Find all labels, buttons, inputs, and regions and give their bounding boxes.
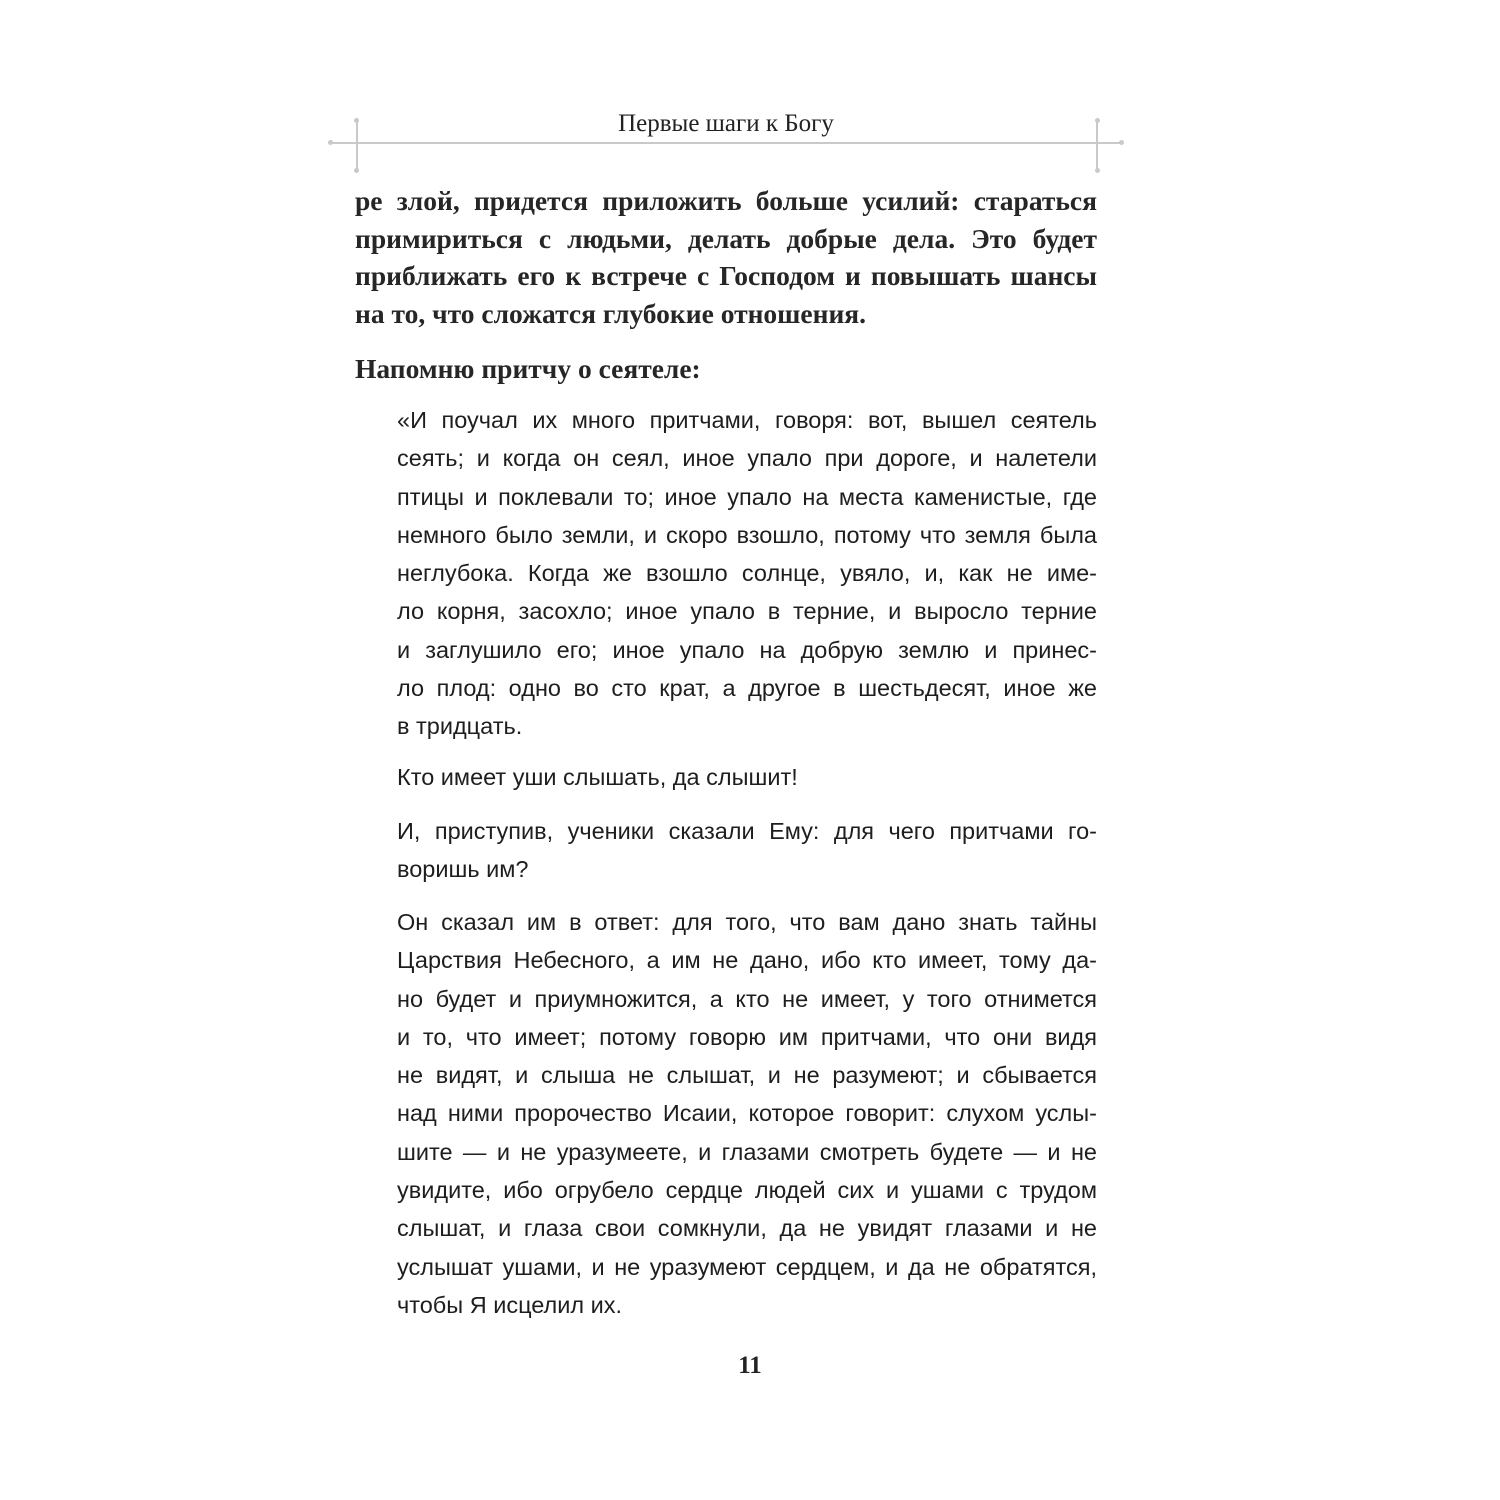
quote-line: неглубока. Когда же взошло солнце, увяло, и, как не име- (397, 560, 1097, 587)
quote-line: увидите, ибо огрубело сердце людей сих и ушами с трудом (397, 1177, 1097, 1204)
quote-line: но будет и приумножится, а кто не имеет, у того отнимется (397, 985, 1097, 1012)
header-rule-left-tick (356, 120, 358, 170)
quote-line: чтобы Я исцелил их. (397, 1291, 623, 1318)
quote-line: и заглушило его; иное упало на добрую землю и принес- (397, 636, 1097, 663)
quote-line: шите — и не уразумеете, и глазами смотреть будете — и не (397, 1138, 1097, 1165)
quote-line: слышат, и глаза свои сомкнули, да не увидят глазами и не (397, 1215, 1097, 1242)
header-rule-ornament-dot (1095, 118, 1100, 123)
quote-line: услышат ушами, и не уразумеют сердцем, и да не обратятся, (397, 1253, 1097, 1280)
quote-line: над ними пророчество Исаии, которое говорит: слухом услы- (397, 1100, 1097, 1127)
quote-paragraph-1 (397, 401, 1097, 746)
header-rule-ornament-dot (354, 168, 359, 173)
quote-line: И, приступив, ученики сказали Ему: для чего притчами го- (397, 818, 1097, 844)
lead-paragraph (355, 350, 1097, 388)
header-rule-ornament-dot (354, 118, 359, 123)
running-title: Первые шаги к Богу (618, 110, 834, 137)
quote-line: ло плод: одно во сто крат, а другое в шестьдесят, иное же (397, 675, 1097, 702)
text-line: Напомню притчу о сеятеле: (355, 353, 701, 384)
quote-line: птицы и поклевали то; иное упало на места каменистые, где (397, 483, 1097, 510)
quote-line: «И поучал их много притчами, говоря: вот, вышел сеятель (397, 407, 1097, 433)
page-number: 11 (738, 1352, 762, 1379)
header-rule (330, 142, 1122, 144)
header-rule-ornament-dot (1095, 168, 1100, 173)
running-header (330, 108, 1122, 178)
quote-line: Кто имеет уши слышать, да слышит! (397, 764, 798, 790)
header-rule-ornament-dot (328, 140, 333, 145)
text-line: примириться с людьми, делать добрые дела. Это будет (355, 222, 1097, 254)
quote-line: и то, что имеет; потому говорю им притчами, что они видя (397, 1023, 1097, 1050)
quote-paragraph-3 (397, 812, 1097, 889)
quote-line: ло корня, засохло; иное упало в терние, и выросло терние (397, 598, 1097, 625)
quote-line: немного было земли, и скоро взошло, потому что земля была (397, 521, 1097, 548)
quote-line: в тридцать. (397, 713, 523, 740)
quote-line: Царствия Небесного, а им не дано, ибо кто имеет, тому да- (397, 947, 1097, 974)
quote-paragraph-2 (397, 758, 1097, 796)
text-line: на то, что сложатся глубокие отношения. (355, 297, 867, 329)
quote-line: не видят, и слыша не слышат, и не разумеют; и сбывается (397, 1062, 1097, 1089)
text-line: ре злой, придется приложить больше усилий: стараться (355, 185, 1097, 216)
intro-paragraph (355, 182, 1097, 332)
text-line: приближать его к встрече с Господом и повышать шансы (355, 260, 1097, 291)
header-rule-ornament-dot (1119, 140, 1124, 145)
quote-paragraph-4 (397, 903, 1097, 1324)
header-rule-right-tick (1096, 120, 1098, 170)
quote-line: Он сказал им в ответ: для того, что вам дано знать тайны (397, 909, 1097, 935)
quote-line: сеять; и когда он сеял, иное упало при дороге, и налетели (397, 445, 1097, 472)
quote-line: воришь им? (397, 856, 529, 883)
